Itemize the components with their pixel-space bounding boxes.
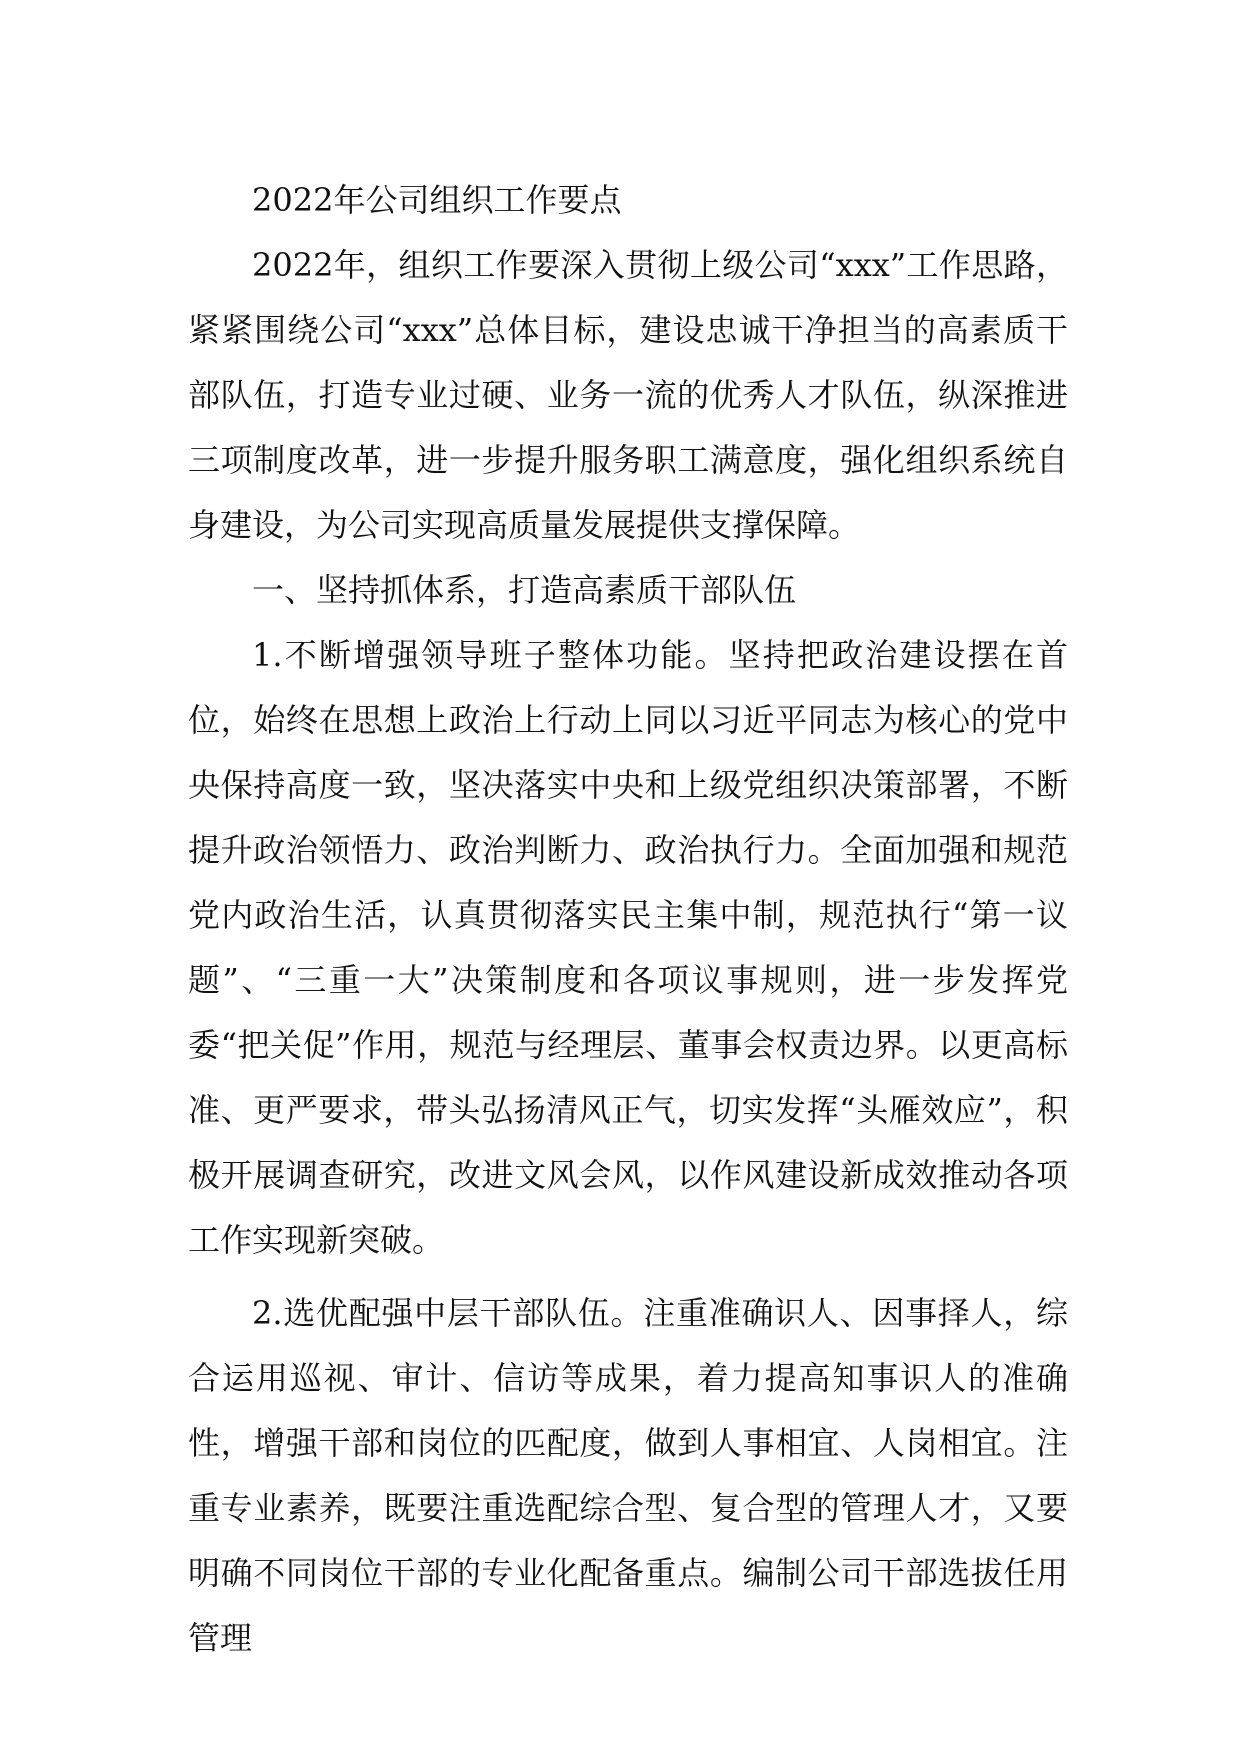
paragraph-item-2: 2.选优配强中层干部队伍。注重准确识人、因事择人，综合运用巡视、审计、信访等成果，着力提高知事识人的准确性，增强干部和岗位的匹配度，做到人事相宜、人岗相宜。注重专业素养，既要注重选配综合型、复合型的管理人才，又要明确不同岗位干部的专业化配备重点。编制公司干部选拔任用管理	[188, 1294, 1068, 1657]
paragraph-intro: 2022年，组织工作要深入贯彻上级公司“xxx”工作思路，紧紧围绕公司“xxx”总体目标，建设忠诚干净担当的高素质干部队伍，打造专业过硬、业务一流的优秀人才队伍，纵深推进三项制度改革，进一步提升服务职工满意度，强化组织系统自身建设，为公司实现高质量发展提供支撑保障。	[188, 246, 1068, 544]
section-heading-1: 一、坚持抓体系，打造高素质干部队伍	[252, 571, 797, 609]
document-title: 2022年公司组织工作要点	[252, 181, 622, 219]
paragraph-item-1: 1.不断增强领导班子整体功能。坚持把政治建设摆在首位，始终在思想上政治上行动上同以习近平同志为核心的党中央保持高度一致，坚决落实中央和上级党组织决策部署，不断提升政治领悟力、政治判断力、政治执行力。全面加强和规范党内政治生活，认真贯彻落实民主集中制，规范执行“第一议题”、“三重一大”决策制度和各项议事规则，进一步发挥党委“把关促”作用，规范与经理层、董事会权责边界。以更高标准、更严要求，带头弘扬清风正气，切实发挥“头雁效应”，积极开展调查研究，改进文风会风，以作风建设新成效推动各项工作实现新突破。	[188, 636, 1068, 1259]
document-body	[188, 168, 1068, 1671]
